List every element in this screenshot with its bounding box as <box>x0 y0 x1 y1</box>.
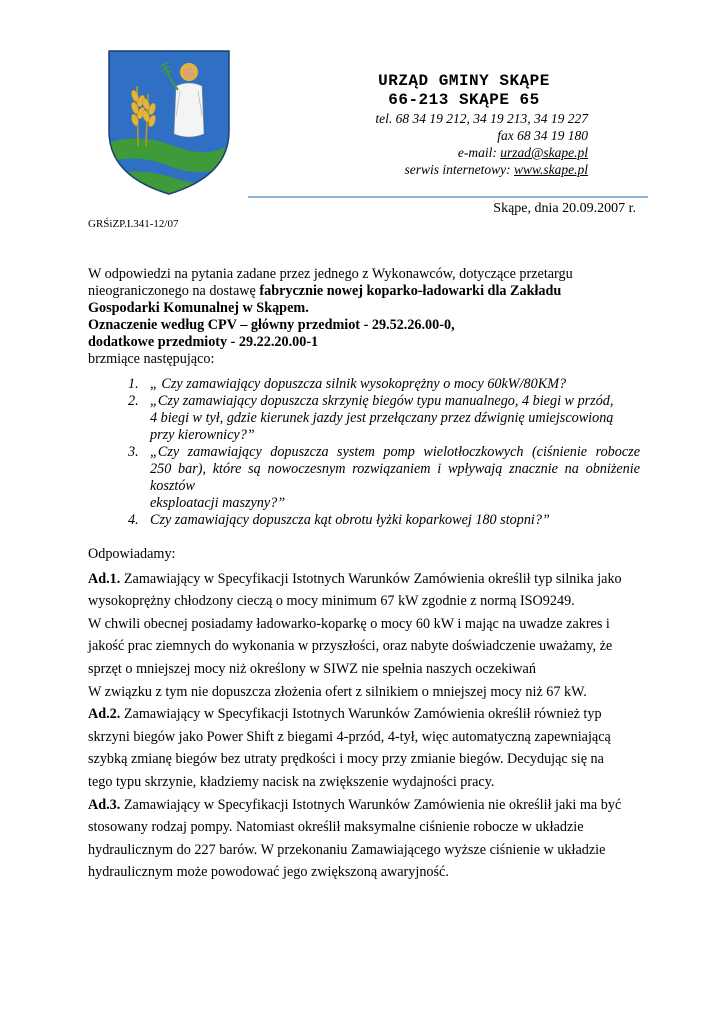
web-line <box>300 161 588 178</box>
fax-line: fax 68 34 19 180 <box>497 128 588 143</box>
answer-line <box>88 568 640 591</box>
answer-line <box>88 794 640 817</box>
answer-line: W chwili obecnej posiadamy ładowarko-koparkę o mocy 60 kW i mając na uwadze zakres i <box>88 615 610 632</box>
letterhead <box>300 72 588 178</box>
answer-line: W związku z tym nie dopuszcza złożenia ofert z silnikiem o mniejszej mocy niż 67 kW. <box>88 683 587 700</box>
web-link[interactable]: www.skape.pl <box>514 162 588 177</box>
answer-line: stosowany rodzaj pompy. Natomiast określił maksymalne ciśnienie robocze w układzie <box>88 819 584 836</box>
coat-of-arms-logo <box>104 46 234 196</box>
email-prefix: e-mail: <box>457 145 501 160</box>
email-link[interactable]: urzad@skape.pl <box>500 145 588 160</box>
office-name: URZĄD GMINY SKĄPE <box>378 72 550 90</box>
question-number: 3. <box>128 444 139 460</box>
answers-lead: Odpowiadamy: <box>88 546 176 562</box>
answer-text: Zamawiający w Specyfikacji Istotnych Warunków Zamówienia określił również typ <box>120 706 602 723</box>
question-number: 4. <box>128 512 139 528</box>
answer-line: skrzyni biegów jako Power Shift z biegami 4-przód, 4-tył, więc automatyczną zapewniającą <box>88 728 611 745</box>
answer-label: Ad.2. <box>88 706 121 723</box>
answer-label: Ad.1. <box>88 570 121 587</box>
answer-line: hydraulicznym do 227 barów. W przekonaniu Zamawiającego wyższe ciśnienie w układzie <box>88 841 606 858</box>
cpv-additional: dodatkowe przedmioty - 29.22.20.00-1 <box>88 334 319 350</box>
document-date: Skąpe, dnia 20.09.2007 r. <box>493 201 636 216</box>
web-prefix: serwis internetowy: <box>404 162 514 177</box>
answer-line: szybką zmianę biegów bez utraty prędkości i mocy przy zmianie biegów. Decydując się na <box>88 751 604 768</box>
answer-line: sprzęt o mniejszej mocy niż określony w SIWZ nie spełnia naszych oczekiwań <box>88 660 536 677</box>
phone-line: tel. 68 34 19 212, 34 19 213, 34 19 227 <box>375 111 588 126</box>
question-line: „Czy zamawiający dopuszcza skrzynię biegów typu manualnego, 4 biegi w przód, <box>150 393 614 409</box>
intro-text: nieograniczonego na dostawę <box>88 283 260 299</box>
header-divider <box>248 196 648 198</box>
question-line: „Czy zamawiający dopuszcza system pomp wielotłoczkowych (ciśnienie robocze <box>150 444 640 460</box>
questions-list <box>118 376 640 529</box>
question-line: Czy zamawiający dopuszcza kąt obrotu łyżki koparkowej 180 stopni?” <box>150 512 550 528</box>
intro-line <box>88 283 640 300</box>
answer-line <box>88 703 640 726</box>
question-item <box>118 376 640 393</box>
question-item <box>118 393 640 444</box>
answer-line: hydraulicznym może powodować jego zwiększoną awaryjność. <box>88 864 449 881</box>
question-line: przy kierownicy?” <box>150 427 255 443</box>
answers-section <box>88 543 640 884</box>
email-line <box>300 144 588 161</box>
question-line: kosztów <box>150 478 195 494</box>
question-item <box>118 444 640 512</box>
answer-line: wysokoprężny chłodzony cieczą o mocy minimum 67 kW zgodnie z normą ISO9249. <box>88 593 575 610</box>
office-address: 66-213 SKĄPE 65 <box>388 91 540 109</box>
reference-number: GRŚiZP.I.341-12/07 <box>88 218 179 230</box>
intro-bold-text: fabrycznie nowej koparko-ładowarki dla Zakładu <box>259 283 562 299</box>
question-line: eksploatacji maszyny?” <box>150 495 286 511</box>
answer-text: Zamawiający w Specyfikacji Istotnych Warunków Zamówienia nie określił jaki ma być <box>120 796 622 813</box>
question-line: 250 bar), które są nowoczesnym rozwiązaniem i wpływają znacznie na obniżenie <box>150 461 640 477</box>
question-line: 4 biegi w tył, gdzie kierunek jazdy jest przełączany przez dźwignię umiejscowioną <box>150 410 614 426</box>
question-number: 2. <box>128 393 139 409</box>
intro-line: brzmiące następująco: <box>88 351 215 367</box>
cpv-main: Oznaczenie według CPV – główny przedmiot - 29.52.26.00-0, <box>88 317 455 333</box>
question-line: „ Czy zamawiający dopuszcza silnik wysokoprężny o mocy 60kW/80KM? <box>150 376 567 392</box>
answer-text: Zamawiający w Specyfikacji Istotnych Warunków Zamówienia określił typ silnika jako <box>120 570 622 587</box>
answer-line: tego typu skrzynie, kładziemy nacisk na zwiększenie wydajności pracy. <box>88 773 495 790</box>
intro-line: W odpowiedzi na pytania zadane przez jednego z Wykonawców, dotyczące przetargu <box>88 266 573 282</box>
question-number: 1. <box>128 376 139 392</box>
intro-line: Gospodarki Komunalnej w Skąpem. <box>88 300 309 316</box>
answer-label: Ad.3. <box>88 796 121 813</box>
answer-line: jakość prac ziemnych do wykonania w przyszłości, oraz nabyte doświadczenie uważamy, że <box>88 638 613 655</box>
question-item <box>118 512 640 529</box>
intro-paragraph <box>88 266 640 368</box>
